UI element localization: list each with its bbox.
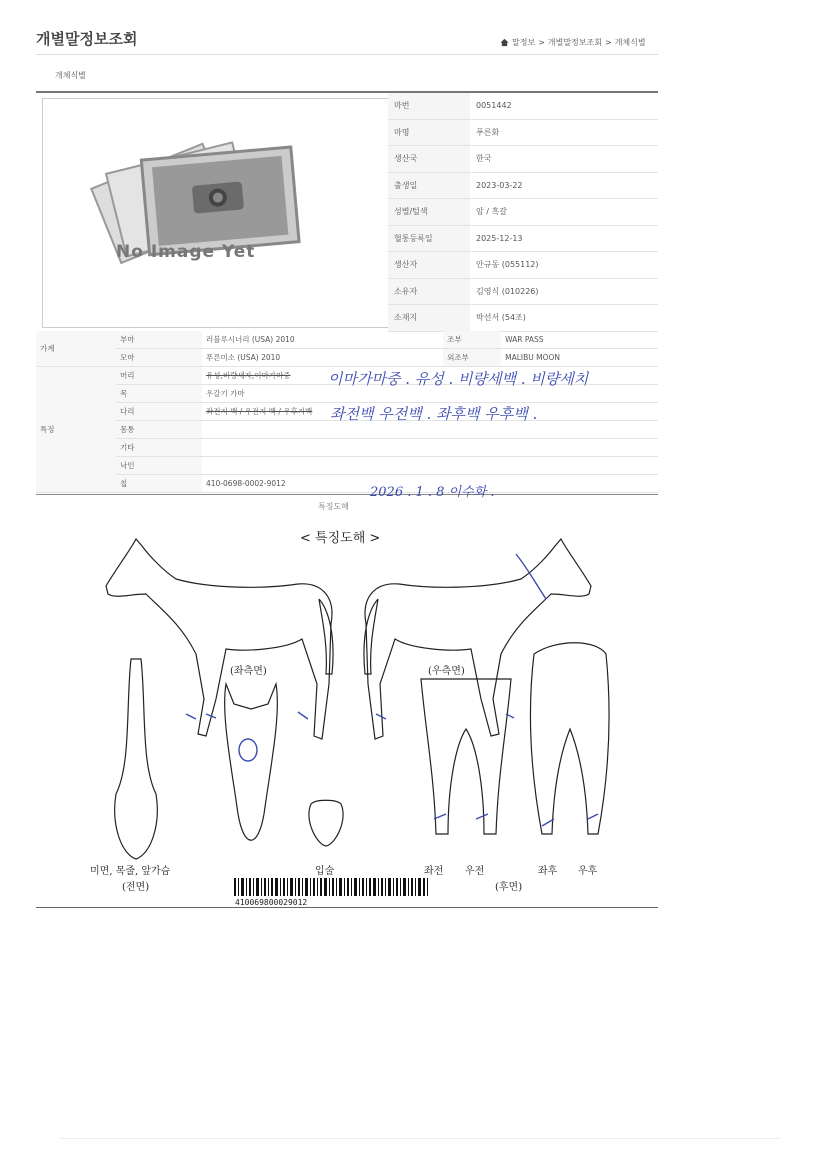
diagram-section-label: 특징도해 (318, 502, 349, 511)
home-icon[interactable] (500, 38, 509, 47)
table-row (388, 93, 658, 119)
dam-value: 푸른미소 (USA) 2010 (202, 349, 443, 367)
handwritten-date-signature: 2026 . 1 . 8 이수화 . (370, 485, 495, 500)
diagram-title: < 특징도해 > (300, 531, 381, 546)
sire-label: 부마 (116, 331, 202, 349)
damsire-label: 외조부 (443, 349, 501, 367)
breadcrumb-item[interactable]: 말정보 (512, 38, 536, 47)
barcode-icon (234, 878, 429, 896)
table-row (388, 119, 658, 146)
right-hind-label: 우후 (578, 866, 598, 877)
no-image-photo-icon (43, 99, 389, 327)
breadcrumb (500, 37, 646, 48)
horse-info-table (388, 93, 658, 332)
feature-diagram (36, 514, 658, 908)
info-value: 2023-03-22 (470, 172, 658, 199)
feature-label: 목 (116, 385, 202, 403)
left-side-label: (좌측면) (230, 666, 267, 677)
breadcrumb-separator: > (538, 38, 545, 47)
front-view-label: (전면) (122, 882, 150, 893)
info-label: 성별/털색 (388, 199, 470, 226)
section-subtitle: 개체식별 (55, 71, 86, 80)
feature-label: 기타 (116, 439, 202, 457)
feature-label: 다리 (116, 403, 202, 421)
info-label: 생산자 (388, 252, 470, 279)
info-value: 암 / 흑갈 (470, 199, 658, 226)
table-row (36, 475, 658, 493)
feature-label: 머리 (116, 367, 202, 385)
feature-label: 낙인 (116, 457, 202, 475)
info-value: 김영식 (010226) (470, 278, 658, 305)
table-row (388, 146, 658, 173)
breadcrumb-item[interactable]: 개체식별 (614, 38, 646, 47)
handwritten-head-note: 이마가마중 . 유성 . 비량세백 . 비량세치 (328, 370, 589, 388)
info-value: 푸른화 (470, 119, 658, 146)
table-row (388, 199, 658, 226)
sire-value: 러블루시너리 (USA) 2010 (202, 331, 443, 349)
table-row (36, 439, 658, 457)
right-fore-label: 우전 (465, 866, 485, 877)
info-value: 박선서 (54조) (470, 305, 658, 332)
horse-outline-diagram (36, 514, 658, 907)
table-row (388, 172, 658, 199)
feature-label: 몸통 (116, 421, 202, 439)
feature-label: 칩 (116, 475, 202, 493)
info-label: 마명 (388, 119, 470, 146)
features-section-label: 특징 (36, 367, 116, 493)
lineage-section-label: 가계 (36, 331, 116, 367)
info-label: 생산국 (388, 146, 470, 173)
info-label: 소재지 (388, 305, 470, 332)
info-value: 한국 (470, 146, 658, 173)
feature-value (202, 457, 658, 475)
damsire-value: MALIBU MOON (501, 349, 658, 367)
feature-value: 410-0698-0002-9012 (202, 475, 658, 493)
left-hind-label: 좌후 (538, 866, 558, 877)
feature-value (202, 439, 658, 457)
table-row (388, 278, 658, 305)
handwritten-legs-note: 좌전백 우전백 . 좌후백 우후백 . (330, 405, 538, 423)
header-divider (36, 54, 658, 55)
info-label: 출생일 (388, 172, 470, 199)
dam-label: 모마 (116, 349, 202, 367)
left-fore-label: 좌전 (424, 866, 444, 877)
page-bottom-edge (60, 1138, 780, 1139)
info-label: 혈통등록일 (388, 225, 470, 252)
info-label: 마번 (388, 93, 470, 119)
info-value: 0051442 (470, 93, 658, 119)
info-value: 2025-12-13 (470, 225, 658, 252)
table-row (36, 457, 658, 475)
horse-photo-placeholder (42, 98, 390, 328)
page-title: 개별말정보조회 (36, 30, 138, 48)
right-side-label: (우측면) (428, 666, 465, 677)
table-row (388, 252, 658, 279)
grandsire-label: 조부 (443, 331, 501, 349)
breadcrumb-item[interactable]: 개별말정보조회 (547, 38, 602, 47)
feature-value: 유성,비량세자,이마가마중 (202, 367, 658, 385)
grandsire-value: WAR PASS (501, 331, 658, 349)
table-row (36, 331, 658, 349)
feature-value: 우갈기 가마 (202, 385, 658, 403)
breadcrumb-separator: > (605, 38, 612, 47)
table-row (36, 349, 658, 367)
rear-view-label: (후면) (495, 882, 523, 893)
barcode-number: 410069800029012 (235, 898, 308, 907)
info-value: 안규동 (055112) (470, 252, 658, 279)
table-row (388, 305, 658, 332)
table-bottom-divider (36, 494, 658, 495)
no-image-text: No Image Yet (116, 242, 256, 262)
info-label: 소유자 (388, 278, 470, 305)
front-parts-label: 미면, 목줄, 앞가슴 (90, 866, 171, 877)
table-row (388, 225, 658, 252)
feature-value: 좌전지 백 / 우전지 백 / 우후지백 (202, 403, 658, 421)
muzzle-label: 입술 (315, 866, 335, 877)
